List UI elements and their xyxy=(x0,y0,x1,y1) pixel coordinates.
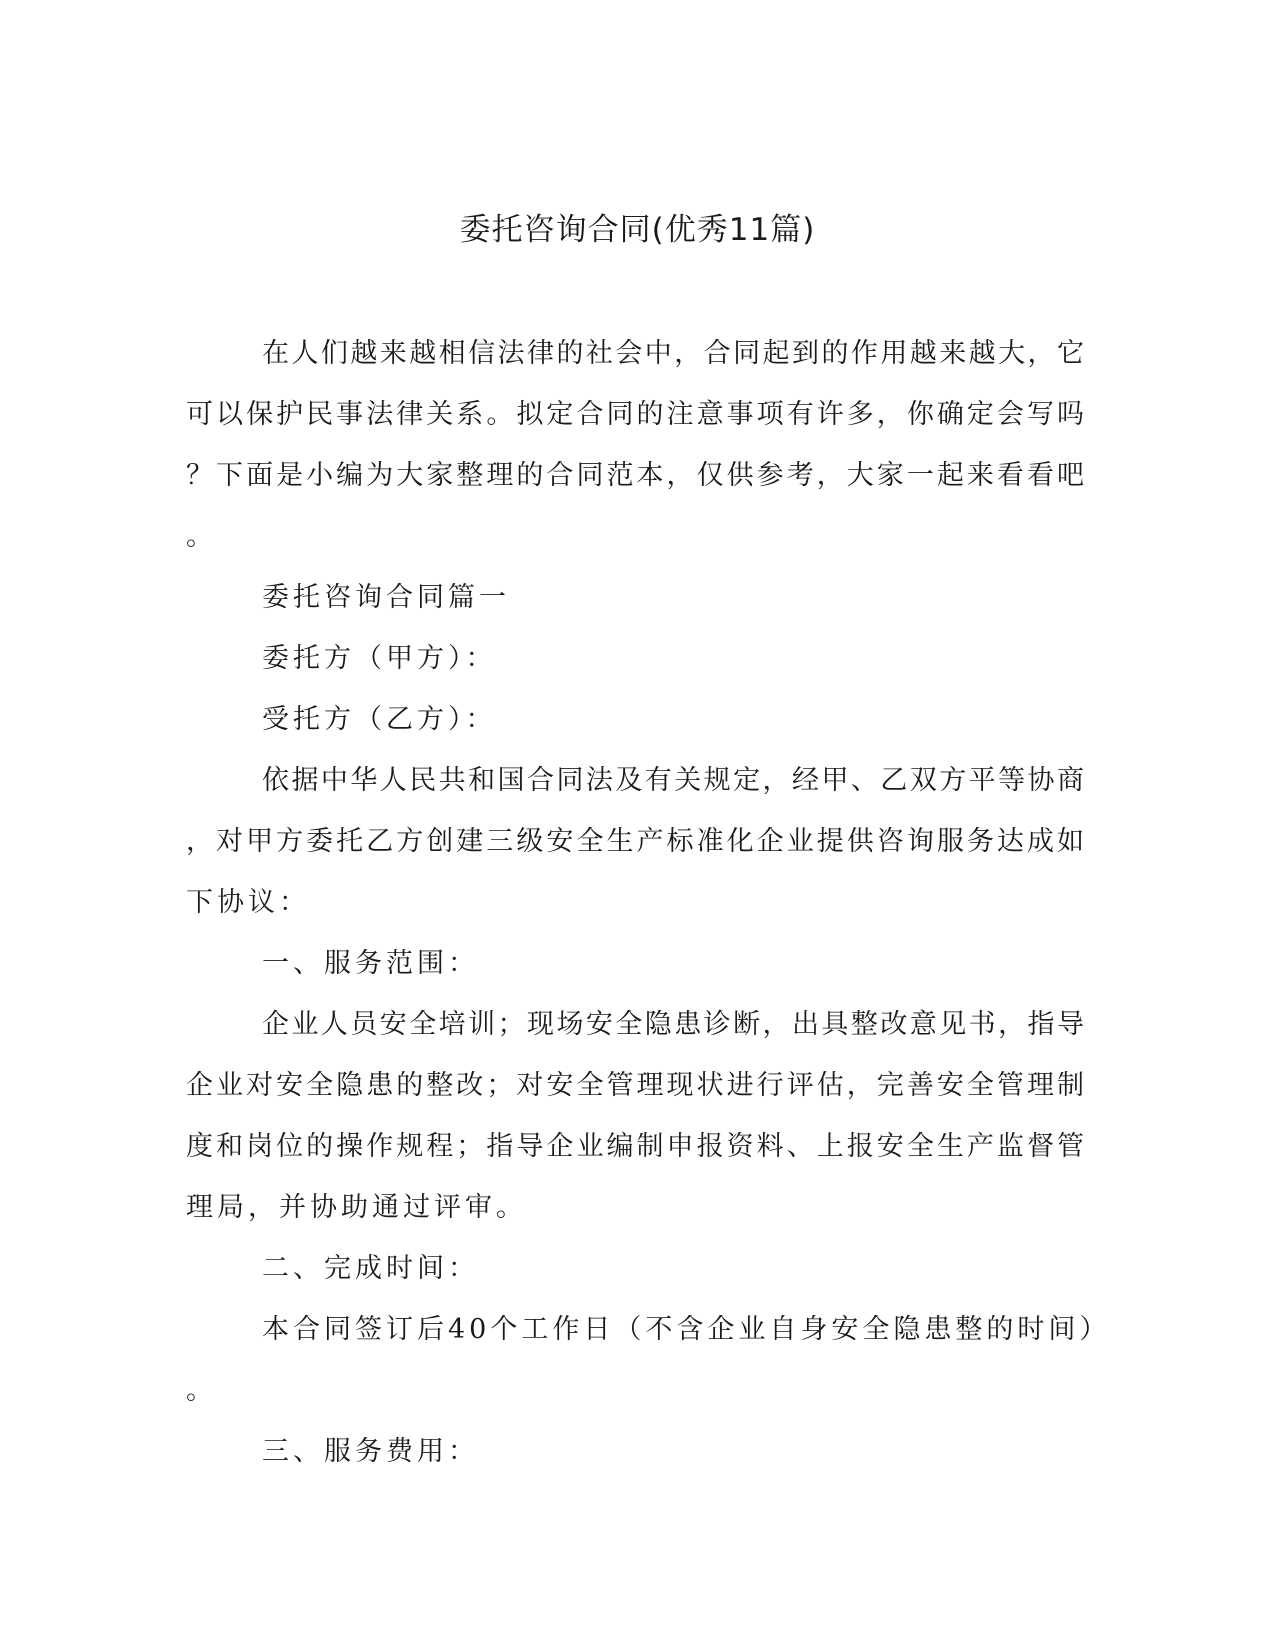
paragraph-line: 。 xyxy=(186,1375,217,1406)
paragraph-line: 本合同签订后40个工作日（不含企业自身安全隐患整的时间） xyxy=(262,1314,1111,1345)
clause-heading: 三、服务费用： xyxy=(262,1436,479,1467)
paragraph-line: 。 xyxy=(186,521,217,552)
paragraph-line: 企业人员安全培训；现场安全隐患诊断，出具整改意见书，指导 xyxy=(262,1009,1084,1040)
paragraph-line: 依据中华人民共和国合同法及有关规定，经甲、乙双方平等协商 xyxy=(262,765,1084,796)
party-a-line: 委托方（甲方）： xyxy=(262,643,497,674)
clause-heading: 二、完成时间： xyxy=(262,1253,479,1284)
section-heading: 委托咨询合同篇一 xyxy=(262,582,510,613)
paragraph-line: ，对甲方委托乙方创建三级安全生产标准化企业提供咨询服务达成如 xyxy=(186,826,1084,857)
party-b-line: 受托方（乙方）： xyxy=(262,704,497,735)
document-title: 委托咨询合同(优秀11篇) xyxy=(459,212,816,248)
paragraph-line: 企业对安全隐患的整改；对安全管理现状进行评估，完善安全管理制 xyxy=(186,1070,1084,1101)
paragraph-line: ？下面是小编为大家整理的合同范本，仅供参考，大家一起来看看吧 xyxy=(186,460,1084,491)
paragraph-line: 下协议： xyxy=(186,887,310,918)
document-body xyxy=(186,323,1111,1482)
paragraph-line: 度和岗位的操作规程；指导企业编制申报资料、上报安全生产监督管 xyxy=(186,1131,1084,1162)
paragraph-line: 理局，并协助通过评审。 xyxy=(186,1192,527,1223)
clause-heading: 一、服务范围： xyxy=(262,948,479,979)
paragraph-line: 在人们越来越相信法律的社会中，合同起到的作用越来越大，它 xyxy=(262,338,1084,369)
paragraph-line: 可以保护民事法律关系。拟定合同的注意事项有许多，你确定会写吗 xyxy=(186,399,1084,430)
